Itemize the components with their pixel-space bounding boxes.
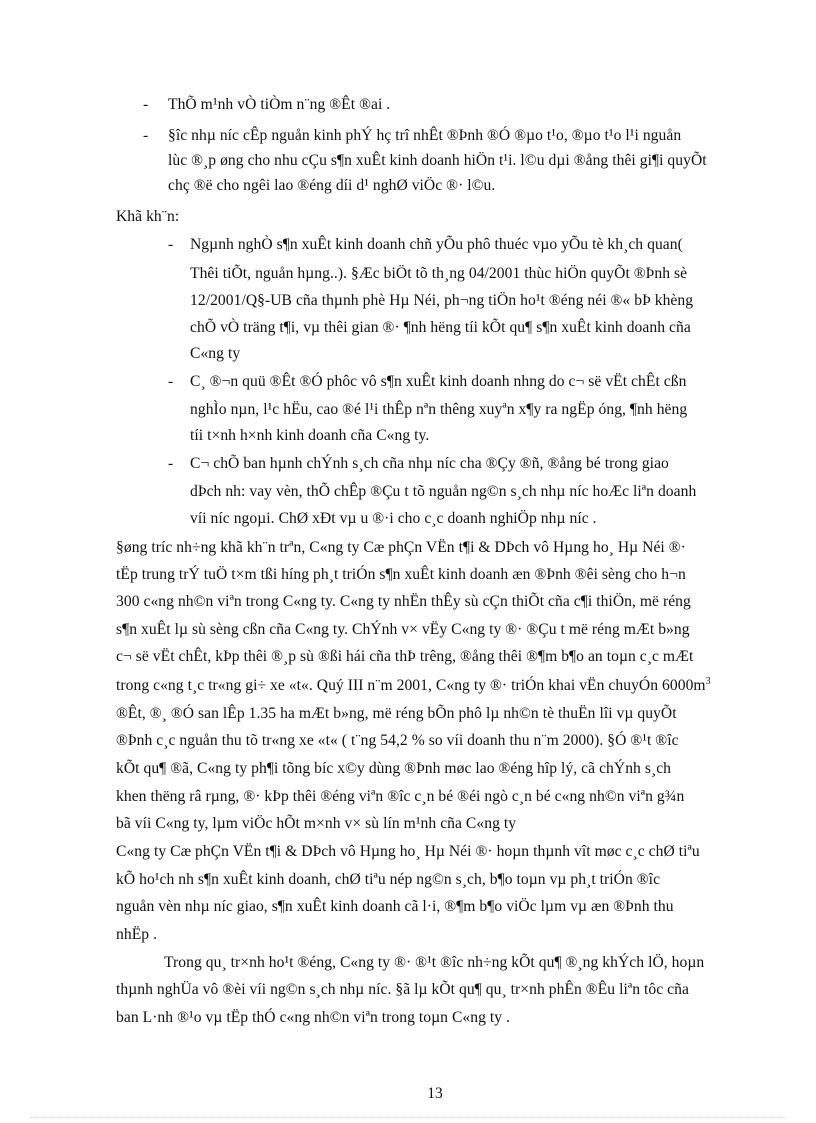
- paragraph-2-line-4: nhËp .: [116, 926, 158, 943]
- difficulty-1-line-2: Thêi tiÕt, nguån hµng..). §Æc biÖt tõ th¸ng 04/2001 thùc hiÖn quyÕt ®Þnh sè: [190, 265, 688, 282]
- bullet-dash: -: [168, 236, 174, 253]
- difficulty-3-line-2: dÞch nh: vay vèn, thÕ chÊp ®Çu t tõ nguån ng©n s¸ch nhµ níc hoÆc liªn doanh: [190, 483, 697, 500]
- difficulty-2-line-1: C¸ ®¬n quü ®Êt ®Ó phôc vô s¶n xuÊt kinh doanh nhng do c¬ së vËt chÊt cßn: [190, 373, 687, 390]
- bullet-dash: -: [168, 455, 174, 472]
- paragraph-1-line-10: khen thëng râ rµng, ®· kÞp thêi ®éng viªn ®îc c¸n bé ®éi ngò c¸n bé c«ng nh©n viªn g¾n: [116, 788, 685, 805]
- difficulty-1-line-4: chÕ vÒ träng t¶i, vµ thêi gian ®· ¶nh hëng tíi kÕt qu¶ s¶n xuÊt kinh doanh cña: [190, 319, 691, 336]
- paragraph-1-line-6-text: trong c«ng t¸c tr«ng gi÷ xe «t«. Quý III n¨m 2001, C«ng ty ®· triÓn khai vËn chuyÓn 6000m: [116, 677, 706, 694]
- bullet-2-line-2: lùc ®¸p øng cho nhu cÇu s¶n xuÊt kinh doanh hiÖn t¹i. l©u dµi ®ång thêi gi¶i quyÕt: [168, 152, 707, 169]
- difficulty-2-line-2: nghÌo nµn, l¹c hËu, cao ®é l¹i thÊp nªn thêng xuyªn x¶y ra ngËp óng, ¶nh hëng: [190, 401, 688, 418]
- page-bottom-border: [30, 1117, 786, 1118]
- bullet-2-line-3: chç ®ë cho ngêi lao ®éng díi d¹ nghØ viÖc ®· l©u.: [168, 177, 496, 194]
- paragraph-1-line-5: c¬ së vËt chÊt, kÞp thêi ®¸p sù ®ßi hái cña thÞ trêng, ®ång thêi ®¶m b¶o an toµn c¸c mÆt: [116, 648, 694, 665]
- paragraph-3-line-1: Trong qu¸ tr×nh ho¹t ®éng, C«ng ty ®· ®¹t ®îc nh÷ng kÕt qu¶ ®¸ng khÝch lÖ, hoµn: [164, 954, 705, 971]
- bullet-1-line-1: ThÕ m¹nh vÒ tiÒm n¨ng ®Êt ®ai .: [168, 96, 391, 113]
- bullet-2-line-1: §îc nhµ níc cÊp nguån kinh phÝ hç trî nhÊt ®Þnh ®Ó ®µo t¹o, ®µo t¹o l¹i nguån: [168, 127, 682, 144]
- difficulty-3-line-3: víi níc ngoµi. ChØ xÐt vµ u ®·i cho c¸c doanh nghiÖp nhµ níc .: [190, 510, 597, 527]
- page-number: 13: [427, 1085, 443, 1102]
- difficulty-1-line-5: C«ng ty: [190, 345, 241, 362]
- bullet-dash: -: [143, 96, 149, 113]
- paragraph-1-line-7: ®Êt, ®¸ ®Ó san lÊp 1.35 ha mÆt b»ng, më réng bÕn phô lµ nh©n tè thuËn lîi vµ quyÕt: [116, 705, 677, 722]
- section-label-difficulties: Khã kh¨n:: [116, 208, 180, 225]
- paragraph-1-line-11: bã víi C«ng ty, lµm viÖc hÕt m×nh v× sù lín m¹nh cña C«ng ty: [116, 815, 517, 832]
- difficulty-3-line-1: C¬ chÕ ban hµnh chÝnh s¸ch cña nhµ níc cha ®Çy ®ñ, ®ång bé trong giao: [190, 455, 669, 472]
- bullet-dash: -: [143, 127, 149, 144]
- difficulty-1-line-3: 12/2001/Q§-UB cña thµnh phè Hµ Néi, ph¬ng tiÖn ho¹t ®éng néi ®« bÞ khèng: [190, 292, 694, 309]
- paragraph-1-line-9: kÕt qu¶ ®ã, C«ng ty ph¶i tõng bíc x©y dùng ®Þnh møc lao ®éng hîp lý, cã chÝnh s¸ch: [116, 760, 672, 777]
- difficulty-2-line-3: tíi t×nh h×nh kinh doanh cña C«ng ty.: [190, 427, 430, 444]
- difficulty-1-line-1: Ngµnh nghÒ s¶n xuÊt kinh doanh chñ yÕu phô thuéc vµo yÕu tè kh¸ch quan(: [190, 236, 683, 253]
- paragraph-3-line-3: ban L·nh ®¹o vµ tËp thÓ c«ng nh©n viªn trong toµn C«ng ty .: [116, 1009, 511, 1026]
- paragraph-1-line-6: [116, 676, 711, 696]
- bullet-dash: -: [168, 373, 174, 390]
- paragraph-2-line-1: C«ng ty Cæ phÇn VËn t¶i & DÞch vô Hµng ho¸ Hµ Néi ®· hoµn thµnh vît møc c¸c chØ tiªu: [116, 843, 700, 860]
- paragraph-1-line-1: §øng tríc nh÷ng khã kh¨n trªn, C«ng ty Cæ phÇn VËn t¶i & DÞch vô Hµng ho¸ Hµ Néi ®·: [116, 539, 686, 556]
- paragraph-1-line-3: 300 c«ng nh©n viªn trong C«ng ty. C«ng ty nhËn thÊy sù cÇn thiÕt cña c¶i thiÖn, më réng: [116, 593, 691, 610]
- paragraph-1-line-2: tËp trung trÝ tuÖ t×m tßi híng ph¸t triÓn s¶n xuÊt kinh doanh æn ®Þnh ®êi sèng cho h¬n: [116, 566, 686, 583]
- superscript-cubic: 3: [705, 675, 711, 687]
- paragraph-3-line-2: thµnh nghÜa vô ®èi víi ng©n s¸ch nhµ níc. §ã lµ kÕt qu¶ qu¸ tr×nh phÊn ®Êu liªn tôc cña: [116, 981, 689, 998]
- paragraph-1-line-4: s¶n xuÊt lµ sù sèng cßn cña C«ng ty. ChÝnh v× vËy C«ng ty ®· ®Çu t më réng mÆt b»ng: [116, 621, 690, 638]
- paragraph-2-line-3: nguån vèn nhµ níc giao, s¶n xuÊt kinh doanh cã l·i, ®¶m b¶o viÖc lµm vµ æn ®Þnh thu: [116, 898, 674, 915]
- paragraph-2-line-2: kÕ ho¹ch nh s¶n xuÊt kinh doanh, chØ tiªu nép ng©n s¸ch, b¶o toµn vµ ph¸t triÓn ®îc: [116, 871, 661, 888]
- paragraph-1-line-8: ®Þnh c¸c nguån thu tõ tr«ng xe «t« ( t¨ng 54,2 % so víi doanh thu n¨m 2000). §Ó ®¹t ®îc: [116, 732, 679, 749]
